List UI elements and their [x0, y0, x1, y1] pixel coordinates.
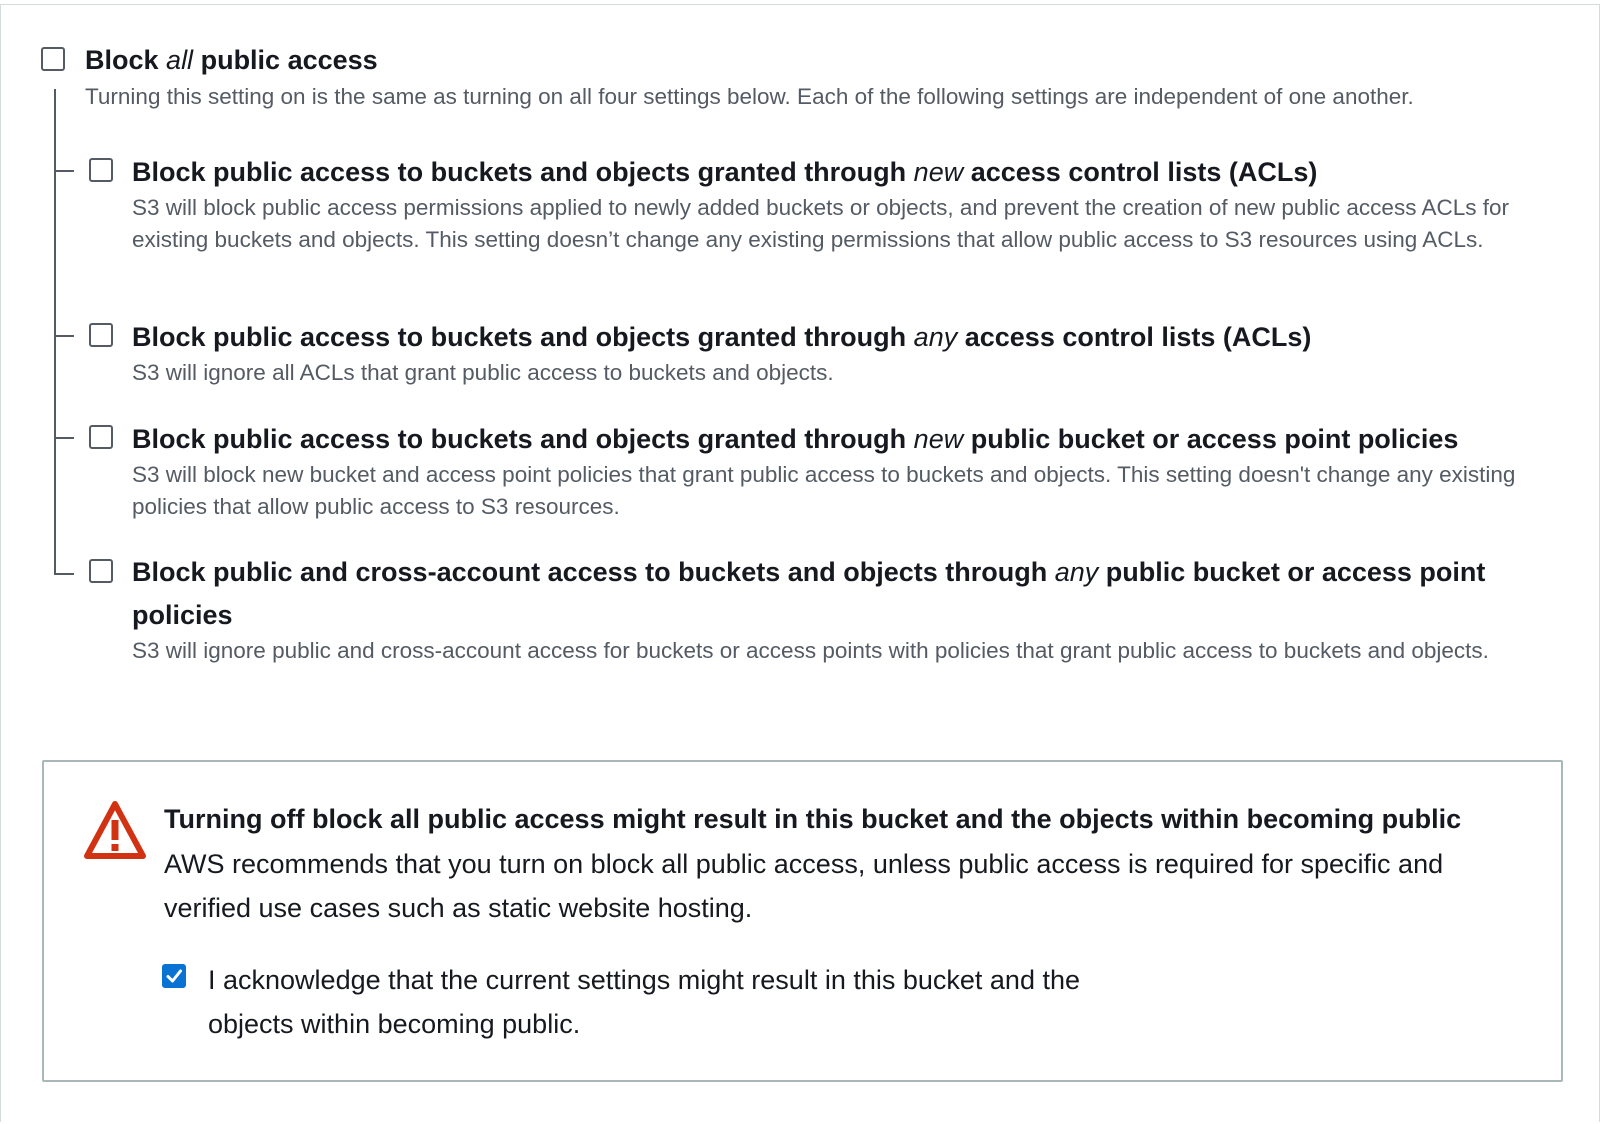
tree-branch: [56, 437, 74, 439]
tree-branch: [56, 573, 74, 575]
setting-any-policies-title: Block public and cross-account access to buckets and objects through any public bucket or access point: [132, 557, 1486, 587]
block-all-title: Block all public access: [85, 45, 378, 75]
setting-new-acls-description: S3 will block public access permissions applied to newly added buckets or objects, and prevent the creation of new public access ACLs for existing buckets and objects. This setting doesn’t change any existing permissions that allow public access to S3 resources using ACLs.: [132, 195, 1509, 252]
setting-new-acls-checkbox[interactable]: [89, 158, 113, 182]
setting-new-policies-checkbox[interactable]: [89, 425, 113, 449]
tree-vertical-line: [54, 89, 56, 575]
setting-any-acls-title: Block public access to buckets and objects granted through any access control lists (ACLs): [132, 322, 1312, 352]
warning-body: AWS recommends that you turn on block all public access, unless public access is required for specific and verified use cases such as static website hosting.: [164, 849, 1444, 923]
tree-branch: [56, 335, 74, 337]
setting-any-acls-checkbox[interactable]: [89, 323, 113, 347]
setting-any-policies-title-line2: policies: [132, 600, 233, 630]
acknowledge-checkbox[interactable]: [162, 964, 186, 988]
tree-branch: [56, 170, 74, 172]
warning-triangle-icon: [82, 798, 148, 862]
checkmark-icon: [165, 967, 183, 985]
block-all-description: Turning this setting on is the same as turning on all four settings below. Each of the following settings are independent of one another.: [85, 84, 1414, 109]
public-access-warning-alert: [42, 760, 1563, 1082]
setting-any-acls-description: S3 will ignore all ACLs that grant public access to buckets and objects.: [132, 360, 834, 385]
block-all-checkbox[interactable]: [41, 47, 65, 71]
setting-new-acls-title: Block public access to buckets and objects granted through new access control lists (ACLs): [132, 157, 1318, 187]
setting-any-policies-checkbox[interactable]: [89, 559, 113, 583]
setting-new-policies-description: S3 will block new bucket and access point policies that grant public access to buckets and objects. This setting doesn't change any existing policies that allow public access to S3 resources.: [132, 462, 1516, 519]
acknowledge-label[interactable]: I acknowledge that the current settings might result in this bucket and the objects within becoming public.: [208, 965, 1080, 1039]
setting-any-policies-description: S3 will ignore public and cross-account access for buckets or access points with policies that grant public access to buckets and objects.: [132, 638, 1489, 663]
warning-title: Turning off block all public access might result in this bucket and the objects within becoming public: [164, 804, 1462, 834]
setting-new-policies-title: Block public access to buckets and objects granted through new public bucket or access point policies: [132, 424, 1459, 454]
